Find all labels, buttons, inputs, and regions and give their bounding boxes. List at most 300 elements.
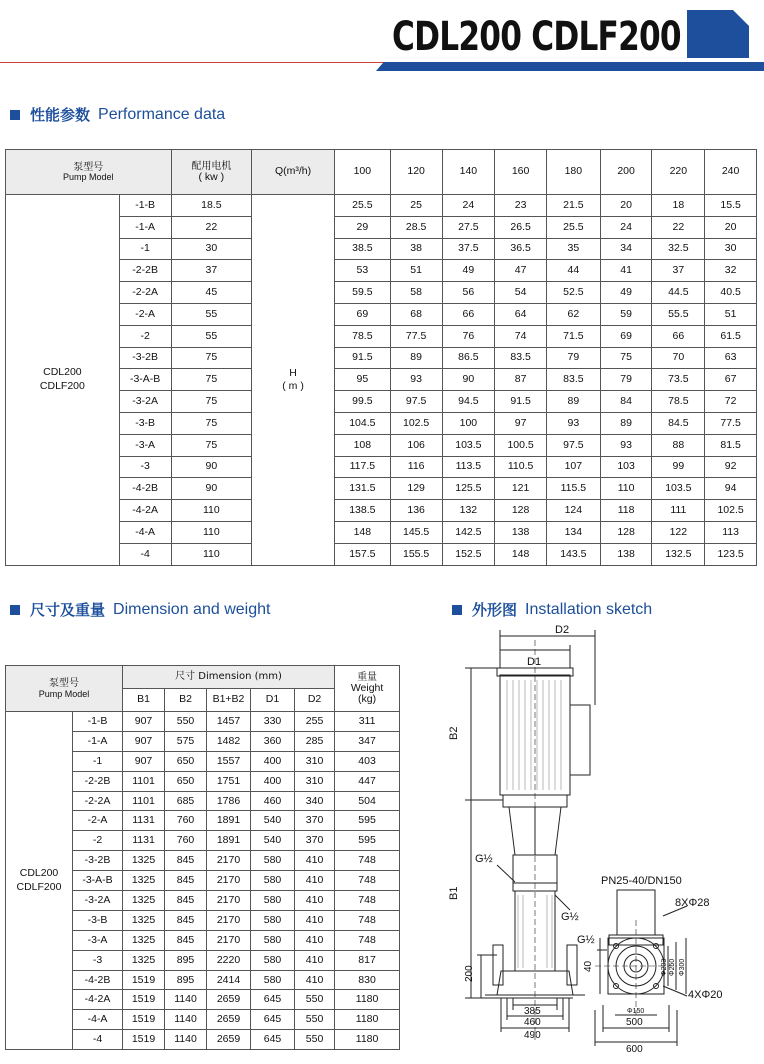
perf-head-value: 56 [442,282,495,304]
dim-value: 907 [123,731,165,751]
perf-motor-kw: 110 [171,500,252,522]
terminal-box [570,705,590,775]
header-bar [376,62,764,71]
perf-motor-kw: 45 [171,282,252,304]
perf-head-value: 110 [600,478,652,500]
dim-weight: 748 [335,891,400,911]
perf-motor-kw: 22 [171,216,252,238]
perf-head-value: 142.5 [442,521,495,543]
dim-value: 2220 [207,950,251,970]
dim-value: 1325 [123,950,165,970]
dim-value: 400 [251,751,295,771]
dim-weight: 1180 [335,1010,400,1030]
square-bullet-icon [452,605,462,615]
perf-variant: -4-2A [119,500,171,522]
sketch-dim-phi250: Φ250 [669,958,676,976]
dim-value: 370 [295,811,335,831]
perf-head-value: 55.5 [652,303,705,325]
dim-head-dimension: 尺寸 Dimension (mm) [123,666,335,689]
dim-value: 845 [165,930,207,950]
dim-value: 760 [165,831,207,851]
dim-weight: 595 [335,831,400,851]
perf-head-flow-180: 180 [546,150,600,195]
dim-value: 400 [251,771,295,791]
dim-value: 645 [251,1030,295,1050]
perf-head-value: 88 [652,434,705,456]
dim-value: 1519 [123,990,165,1010]
perf-head-value: 66 [442,303,495,325]
perf-head-value: 115.5 [546,478,600,500]
perf-head-value: 92 [705,456,757,478]
perf-head-value: 97.5 [546,434,600,456]
dim-variant: -4 [73,1030,123,1050]
perf-head-value: 97.5 [390,391,442,413]
dim-weight: 748 [335,871,400,891]
perf-head-value: 113.5 [442,456,495,478]
perf-head-value: 67 [705,369,757,391]
dim-weight: 347 [335,731,400,751]
dim-value: 410 [295,910,335,930]
dim-row [6,712,400,732]
perf-head-value: 18 [652,195,705,217]
dim-value: 1519 [123,1030,165,1050]
dim-value: 1325 [123,910,165,930]
perf-head-value: 102.5 [390,412,442,434]
dim-value: 340 [295,791,335,811]
sketch-label-holes8: 8XΦ28 [675,897,710,909]
dim-variant: -4-A [73,1010,123,1030]
perf-head-value: 148 [495,543,547,565]
perf-head-model: 泵型号 Pump Model [6,150,172,195]
dim-value: 330 [251,712,295,732]
perf-head-value: 62 [546,303,600,325]
dim-value: 1140 [165,1010,207,1030]
model-line-2: CDLF200 [39,380,85,393]
dim-variant: -4-2A [73,990,123,1010]
perf-head-label-cell [252,195,335,566]
perf-head-value: 103.5 [652,478,705,500]
perf-head-value: 111 [652,500,705,522]
perf-head-value: 23 [495,195,547,217]
dim-variant: -3-2B [73,851,123,871]
dim-value: 645 [251,990,295,1010]
dim-variant: -4-2B [73,970,123,990]
dim-value: 540 [251,811,295,831]
perf-head-value: 157.5 [334,543,390,565]
perf-head-value: 22 [652,216,705,238]
perf-head-value: 32 [705,260,757,282]
perf-head-value: 79 [546,347,600,369]
dim-value: 907 [123,751,165,771]
dim-head-b1-plus-b2: B1+B2 [207,689,251,712]
perf-head-value: 47 [495,260,547,282]
perf-head-value: 69 [600,325,652,347]
sketch-label-g-right: G½ [577,934,595,946]
perf-motor-kw: 55 [171,325,252,347]
sketch-label-d2: D2 [555,624,570,636]
perf-head-value: 24 [442,195,495,217]
perf-head-value: 30 [705,238,757,260]
brand-block [687,10,749,58]
perf-head-value: 129 [390,478,442,500]
perf-head-value: 90 [442,369,495,391]
dim-value: 1891 [207,831,251,851]
dim-variant: -3 [73,950,123,970]
head-unit: ( m ) [282,379,304,392]
sketch-dim-200: 200 [464,965,475,982]
dim-value: 2414 [207,970,251,990]
perf-head-value: 69 [334,303,390,325]
perf-head-value: 152.5 [442,543,495,565]
perf-head-value: 99 [652,456,705,478]
perf-head-value: 38 [390,238,442,260]
perf-head-value: 93 [600,434,652,456]
perf-head-value: 104.5 [334,412,390,434]
perf-head-value: 134 [546,521,600,543]
dim-value: 1131 [123,831,165,851]
dim-value: 2659 [207,1030,251,1050]
perf-head-value: 54 [495,282,547,304]
perf-head-value: 118 [600,500,652,522]
dim-head-b1: B1 [123,689,165,712]
sketch-dim-phi203: Φ203 [661,958,668,976]
dim-variant: -1-A [73,731,123,751]
perf-head-value: 77.5 [705,412,757,434]
perf-variant: -3 [119,456,171,478]
perf-variant: -3-2B [119,347,171,369]
dim-value: 360 [251,731,295,751]
perf-head-value: 108 [334,434,390,456]
perf-head-value: 83.5 [495,347,547,369]
dim-value: 580 [251,871,295,891]
dim-head-model: 泵型号 Pump Model [6,666,123,712]
dim-value: 907 [123,712,165,732]
perf-head-value: 138 [600,543,652,565]
dim-value: 2170 [207,851,251,871]
dim-value: 2170 [207,891,251,911]
perf-head-motor: 配用电机 ( kw ) [171,150,252,195]
sketch-dim-500: 500 [626,1017,643,1028]
dim-value: 1140 [165,1030,207,1050]
perf-head-flow-240: 240 [705,150,757,195]
section-title-en: Performance data [98,105,226,123]
perf-head-value: 113 [705,521,757,543]
sketch-label-b2: B2 [448,726,460,740]
perf-head-value: 28.5 [390,216,442,238]
dim-variant: -1 [73,751,123,771]
perf-head-value: 106 [390,434,442,456]
dim-value: 310 [295,771,335,791]
perf-head-value: 145.5 [390,521,442,543]
perf-head-value: 89 [390,347,442,369]
perf-head-value: 20 [600,195,652,217]
perf-head-value: 100.5 [495,434,547,456]
dim-weight: 595 [335,811,400,831]
perf-head-value: 78.5 [652,391,705,413]
perf-variant: -2-A [119,303,171,325]
dim-value: 550 [295,1010,335,1030]
perf-head-value: 61.5 [705,325,757,347]
dim-value: 1325 [123,930,165,950]
perf-head-value: 125.5 [442,478,495,500]
perf-head-value: 37.5 [442,238,495,260]
dim-value: 285 [295,731,335,751]
dim-value: 845 [165,851,207,871]
perf-head-value: 36.5 [495,238,547,260]
perf-head-value: 78.5 [334,325,390,347]
dim-value: 1101 [123,791,165,811]
sketch-label-holes4: 4XΦ20 [688,989,723,1001]
section-title-zh: 外形图 [472,601,518,619]
perf-variant: -3-2A [119,391,171,413]
perf-head-value: 44 [546,260,600,282]
dim-value: 580 [251,910,295,930]
dim-weight: 830 [335,970,400,990]
dim-value: 650 [165,751,207,771]
perf-head-value: 107 [546,456,600,478]
perf-head-value: 97 [495,412,547,434]
dim-value: 1519 [123,1010,165,1030]
dim-value: 410 [295,950,335,970]
dim-variant: -2-2A [73,791,123,811]
perf-motor-kw: 55 [171,303,252,325]
perf-head-value: 59 [600,303,652,325]
perf-head-value: 86.5 [442,347,495,369]
dim-weight: 748 [335,851,400,871]
dim-value: 1131 [123,811,165,831]
perf-model-cell [6,195,120,566]
dim-value: 2659 [207,1010,251,1030]
perf-head-value: 72 [705,391,757,413]
perf-head-value: 73.5 [652,369,705,391]
perf-head-flow-140: 140 [442,150,495,195]
perf-head-value: 25 [390,195,442,217]
perf-head-value: 103.5 [442,434,495,456]
dim-weight: 748 [335,910,400,930]
perf-variant: -3-A [119,434,171,456]
dim-value: 1891 [207,811,251,831]
dim-value: 550 [295,990,335,1010]
section-title-en: Dimension and weight [113,600,271,618]
dim-value: 1482 [207,731,251,751]
perf-head-value: 128 [600,521,652,543]
dimension-table [5,665,400,1050]
section-title-zh: 性能参数 [30,106,91,124]
dim-value: 1457 [207,712,251,732]
dim-value: 1101 [123,771,165,791]
dim-value: 550 [165,712,207,732]
perf-head-q: Q(m³/h) [252,150,335,195]
perf-row [6,195,757,217]
dim-weight: 311 [335,712,400,732]
perf-motor-kw: 90 [171,456,252,478]
dim-value: 540 [251,831,295,851]
perf-variant: -1 [119,238,171,260]
sketch-dim-600: 600 [626,1044,643,1055]
perf-head-value: 77.5 [390,325,442,347]
dim-value: 1325 [123,851,165,871]
perf-head-value: 132 [442,500,495,522]
dim-variant: -3-A-B [73,871,123,891]
sketch-label-d1: D1 [527,656,542,668]
dim-value: 1751 [207,771,251,791]
perf-motor-kw: 37 [171,260,252,282]
perf-head-value: 84.5 [652,412,705,434]
perf-head-value: 21.5 [546,195,600,217]
perf-motor-kw: 110 [171,543,252,565]
dim-value: 845 [165,891,207,911]
page-title: CDL200 CDLF200 [392,14,681,60]
dim-head-b2: B2 [165,689,207,712]
dim-head-weight: 重量 Weight (kg) [335,666,400,712]
perf-variant: -1-A [119,216,171,238]
head-label: H [289,366,297,379]
perf-head-value: 71.5 [546,325,600,347]
dim-value: 410 [295,871,335,891]
model-line-1: CDL200 [19,867,59,880]
sketch-dim-490: 490 [524,1030,541,1041]
perf-head-value: 26.5 [495,216,547,238]
perf-head-value: 41 [600,260,652,282]
dim-value: 760 [165,811,207,831]
perf-head-value: 25.5 [546,216,600,238]
perf-head-value: 58 [390,282,442,304]
dim-head-d2: D2 [295,689,335,712]
perf-head-value: 89 [546,391,600,413]
perf-variant: -2-2A [119,282,171,304]
perf-head-value: 70 [652,347,705,369]
perf-head-flow-100: 100 [334,150,390,195]
dim-value: 410 [295,851,335,871]
perf-head-value: 99.5 [334,391,390,413]
sketch-dim-40: 40 [583,960,594,972]
perf-variant: -4-A [119,521,171,543]
perf-head-value: 116 [390,456,442,478]
perf-head-value: 75 [600,347,652,369]
perf-head-value: 44.5 [652,282,705,304]
square-bullet-icon [10,110,20,120]
dim-head-d1: D1 [251,689,295,712]
dim-value: 580 [251,970,295,990]
perf-head-value: 79 [600,369,652,391]
perf-head-value: 102.5 [705,500,757,522]
perf-motor-kw: 75 [171,369,252,391]
perf-head-value: 51 [390,260,442,282]
perf-head-value: 59.5 [334,282,390,304]
perf-head-value: 29 [334,216,390,238]
perf-head-value: 20 [705,216,757,238]
sketch-dim-phi150: Φ150 [627,1008,645,1015]
dim-value: 2659 [207,990,251,1010]
perf-head-value: 87 [495,369,547,391]
perf-motor-kw: 30 [171,238,252,260]
dim-value: 580 [251,851,295,871]
dim-weight: 1180 [335,1030,400,1050]
perf-variant: -2 [119,325,171,347]
dim-variant: -2-A [73,811,123,831]
dim-value: 575 [165,731,207,751]
sketch-dim-385: 385 [524,1006,541,1017]
perf-head-value: 93 [390,369,442,391]
perf-head-value: 94 [705,478,757,500]
perf-head-value: 49 [442,260,495,282]
perf-head-value: 117.5 [334,456,390,478]
dim-variant: -2-2B [73,771,123,791]
perf-head-value: 34 [600,238,652,260]
perf-head-value: 124 [546,500,600,522]
perf-variant: -4-2B [119,478,171,500]
perf-head-value: 51 [705,303,757,325]
perf-head-value: 81.5 [705,434,757,456]
sketch-label-b1: B1 [448,886,460,900]
perf-header-row [6,150,757,195]
perf-motor-kw: 75 [171,391,252,413]
perf-head-value: 66 [652,325,705,347]
perf-head-value: 94.5 [442,391,495,413]
dim-value: 310 [295,751,335,771]
dim-value: 895 [165,970,207,990]
dim-value: 1557 [207,751,251,771]
performance-table [5,149,757,566]
perf-head-flow-120: 120 [390,150,442,195]
perf-head-value: 123.5 [705,543,757,565]
perf-head-flow-220: 220 [652,150,705,195]
dim-value: 1786 [207,791,251,811]
dim-variant: -3-2A [73,891,123,911]
perf-head-value: 122 [652,521,705,543]
perf-head-value: 100 [442,412,495,434]
section-performance-heading [10,104,225,125]
dim-value: 580 [251,930,295,950]
dim-value: 1325 [123,871,165,891]
dim-value: 845 [165,910,207,930]
perf-motor-kw: 18.5 [171,195,252,217]
perf-head-value: 53 [334,260,390,282]
dim-weight: 1180 [335,990,400,1010]
perf-variant: -1-B [119,195,171,217]
perf-head-value: 121 [495,478,547,500]
section-title-en: Installation sketch [525,600,653,618]
dim-value: 2170 [207,930,251,950]
dim-variant: -3-B [73,910,123,930]
perf-head-value: 138 [495,521,547,543]
model-line-1: CDL200 [43,366,82,379]
section-title-zh: 尺寸及重量 [30,601,106,619]
perf-head-value: 83.5 [546,369,600,391]
perf-head-value: 95 [334,369,390,391]
perf-head-value: 89 [600,412,652,434]
dim-header-row-1 [6,666,400,689]
dim-weight: 403 [335,751,400,771]
perf-variant: -2-2B [119,260,171,282]
dim-value: 410 [295,970,335,990]
perf-head-value: 132.5 [652,543,705,565]
perf-motor-kw: 75 [171,347,252,369]
perf-head-value: 110.5 [495,456,547,478]
perf-variant: -3-A-B [119,369,171,391]
perf-motor-kw: 110 [171,521,252,543]
dim-value: 460 [251,791,295,811]
perf-head-value: 155.5 [390,543,442,565]
perf-head-value: 25.5 [334,195,390,217]
perf-head-value: 74 [495,325,547,347]
perf-head-flow-160: 160 [495,150,547,195]
perf-head-value: 91.5 [334,347,390,369]
dim-value: 645 [251,1010,295,1030]
dim-value: 1325 [123,891,165,911]
perf-head-value: 68 [390,303,442,325]
perf-head-value: 128 [495,500,547,522]
